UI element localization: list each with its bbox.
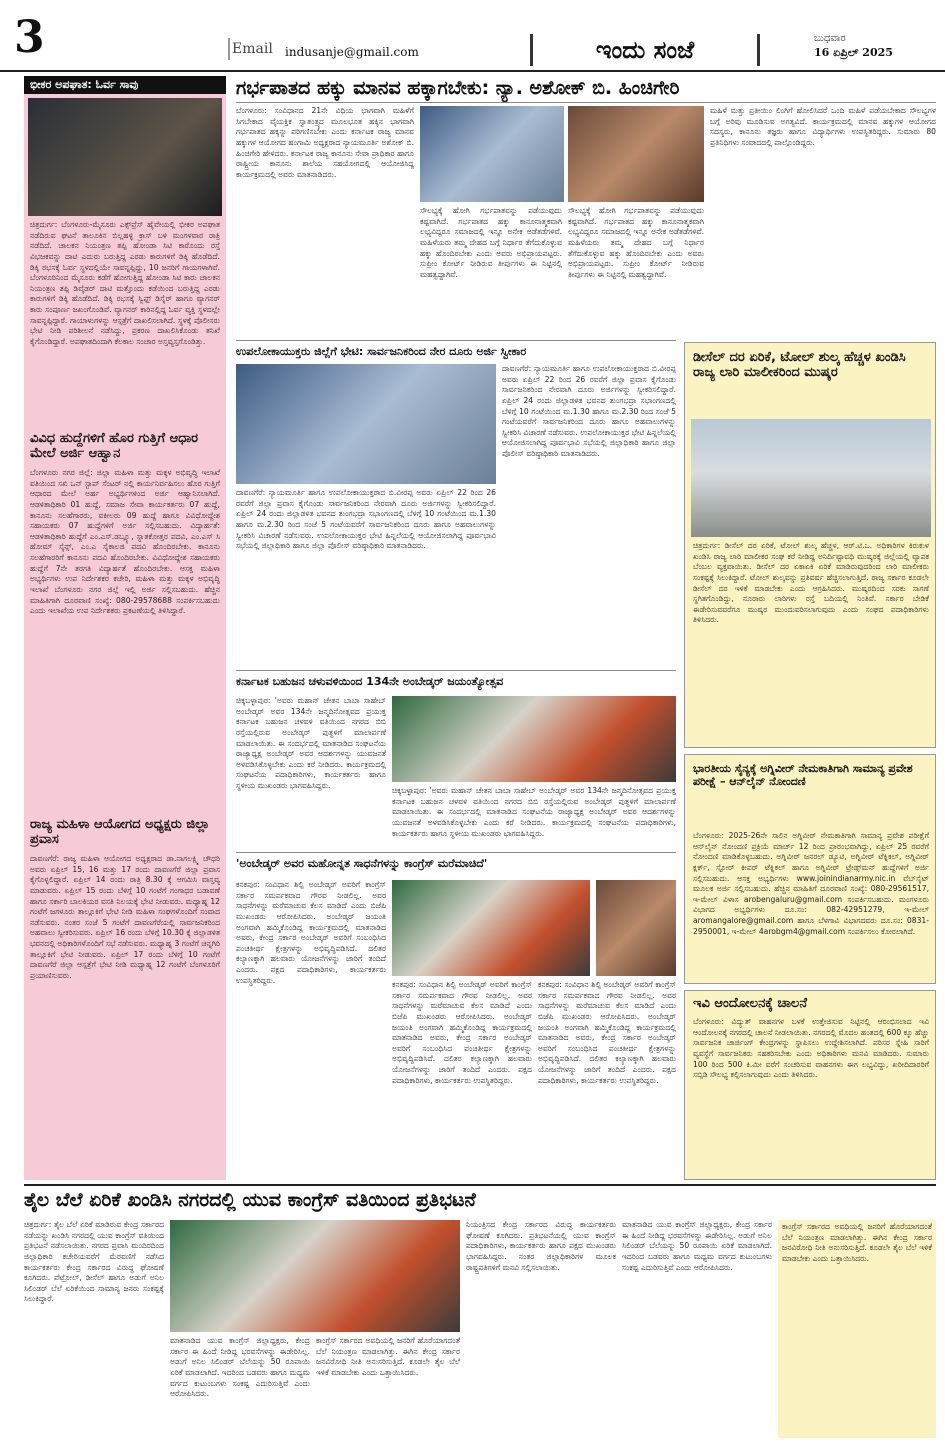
protest-body-1: ಚಿತ್ರದುರ್ಗ: ತೈಲ ಬೆಲೆ ಏರಿಕೆ ಮಾಡಿರುವ ಕೇಂದ್ರ ಸರ್ಕಾರದ ನಡೆಯನ್ನು ಖಂಡಿಸಿ ನಗರದಲ್ಲಿ ಯುವ ಕಾಂಗ್ರೆಸ್ ವತಿಯಿಂದ ಪ್ರತಿಭಟನೆ ನಡೆಸಲಾಯಿತು. ನಗರದ ಪ್ರವಾಸಿ ಮಂದಿರದಿಂದ ಜಿಲ್ಲಾಧಿಕಾರಿ ಕಚೇರಿಯವರೆಗೆ ಮೆರವಣಿಗೆ ನಡೆಸಿದ ಕಾರ್ಯಕರ್ತರು ಕೇಂದ್ರ ಸರ್ಕಾರದ ವಿರುದ್ಧ ಘೋಷಣೆ ಕೂಗಿದರು. ಪೆಟ್ರೋಲ್, ಡೀಸೆಲ್ ಹಾಗೂ ಅಡುಗೆ ಅನಿಲ ಸಿಲಿಂಡರ್ ಬೆಲೆ ಏರಿಕೆಯಿಂದ ಸಾಮಾನ್ಯ ಜನರು ಸಂಕಷ್ಟಕ್ಕೆ ಸಿಲುಕಿದ್ದಾರೆ. (24, 1220, 164, 1304)
jobs-body: ಬೆಂಗಳೂರು ನಗರ ಜಿಲ್ಲೆ: ಜಿಲ್ಲಾ ಮಹಿಳಾ ಮತ್ತು ಮಕ್ಕಳ ಅಭಿವೃದ್ಧಿ ಇಲಾಖೆ ವತಿಯಿಂದ ಸಖಿ ಒನ್ ಸ್ಟಾಪ್ ಸೆಂಟರ್ ನಲ್ಲಿ ಕಾರ್ಯನಿರ್ವಹಿಸಲು ಹೊರ ಗುತ್ತಿಗೆ ಆಧಾರದ ಮೇಲೆ ಅರ್ಹ ಅಭ್ಯರ್ಥಿಗಳಿಂದ ಅರ್ಜಿ ಆಹ್ವಾನಿಸಲಾಗಿದೆ. ಆಡಳಿತಾಧಿಕಾರಿ 01 ಹುದ್ದೆ, ಸಮಾಜ ಸೇವಾ ಕಾರ್ಯಕರ್ತರು 07 ಹುದ್ದೆ, ಕಾನೂನು ಸಲಹೆಗಾರರು, ವಕೀಲರು 09 ಹುದ್ದೆ ಹಾಗೂ ವಿವಿಧೋದ್ದೇಶ ಸಹಾಯಕರು 07 ಹುದ್ದೆಗಳಿಗೆ ಅರ್ಜಿ ಸಲ್ಲಿಸಬಹುದು. ವಿದ್ಯಾರ್ಹತೆ: ಆಡಳಿತಾಧಿಕಾರಿ ಹುದ್ದೆಗೆ ಎಂ.ಎಸ್.ಡಬ್ಲ್ಯೂ, ಸ್ನಾತಕೋತ್ತರ ಪದವಿ, ಎಂ.ಎಸ್ ಸಿ ಹೋಮ್ ಸೈನ್ಸ್, ಎಂ.ಎ ಸೈಕಾಲಜಿ ಪದವಿ ಹೊಂದಿರಬೇಕು. ಕಾನೂನು ಸಲಹೆಗಾರರಿಗೆ ಕಾನೂನು ಪದವಿ ಹೊಂದಿರಬೇಕು. ವಿವಿಧೋದ್ದೇಶ ಸಹಾಯಕರು ಹುದ್ದೆಗೆ 7ನೇ ತರಗತಿ ವಿದ್ಯಾರ್ಹತೆ ಹೊಂದಿರಬೇಕು. ಆಸಕ್ತ ಮಹಿಳಾ ಅಭ್ಯರ್ಥಿಗಳು ಉಪ ನಿರ್ದೇಶಕರ ಕಚೇರಿ, ಮಹಿಳಾ ಮತ್ತು ಮಕ್ಕಳ ಅಭಿವೃದ್ಧಿ ಇಲಾಖೆ ಬೆಂಗಳೂರು ನಗರ ಜಿಲ್ಲೆ ಇಲ್ಲಿ ಅರ್ಜಿ ಸಲ್ಲಿಸಬಹುದು. ಹೆಚ್ಚಿನ ಮಾಹಿತಿಗಾಗಿ ದೂರವಾಣಿ ಸಂಖ್ಯೆ: 080-29578688 ಸಂಪರ್ಕಿಸಬಹುದು ಎಂದು ಇಲಾಖೆಯ ಉಪ ನಿರ್ದೇಶಕರು ಪ್ರಕಟಣೆಯಲ್ಲಿ ತಿಳಿಸಿದ್ದಾರೆ. (30, 468, 220, 616)
lead-headline: ಗರ್ಭಪಾತದ ಹಕ್ಕು ಮಾನವ ಹಕ್ಕಾಗಬೇಕು: ನ್ಯಾ. ಅಶೋಕ್ ಬಿ. ಹಿಂಚಿಗೇರಿ (236, 77, 680, 99)
lead-rule (236, 102, 936, 103)
diesel-box (684, 342, 936, 748)
accident-photo (28, 98, 222, 216)
accident-body: ಚಿತ್ರದುರ್ಗ: ಬೆಂಗಳೂರು-ಮೈಸೂರು ಎಕ್ಸ್‌ಪ್ರೆಸ್ ಹೈವೇಯಲ್ಲಿ ಭೀಕರ ಅಪಘಾತ ನಡೆದಿರುವ ಘಟನೆ ತಾಲೂಕಿನ ಬಿಲ್ಲಹಳ್ಳಿ ಕ್ರಾಸ್ ಬಳಿ ಮಂಗಳವಾರ ರಾತ್ರಿ ನಡೆದಿದೆ. ಚಾಲಕನ ನಿಯಂತ್ರಣ ತಪ್ಪಿ ಹೋಂಡಾ ಸಿಟಿ ಕಾರೊಂದು ರಸ್ತೆ ವಿಭಜಕವನ್ನು ದಾಟಿ ಎದುರು ಬರುತ್ತಿದ್ದ ಎರಡು ಕಾರುಗಳಿಗೆ ಡಿಕ್ಕಿ ಹೊಡೆದಿದೆ. ಡಿಕ್ಕಿ ರಭಸಕ್ಕೆ ಓರ್ವ ಸ್ಥಳದಲ್ಲಿಯೇ ಸಾವನ್ನಪ್ಪಿದ್ದು, 10 ಜನರಿಗೆ ಗಾಯಗಳಾಗಿವೆ. ಬೆಂಗಳೂರಿನಿಂದ ಮೈಸೂರು ಕಡೆಗೆ ಹೋಗುತ್ತಿದ್ದ ಹೋಂಡಾ ಸಿಟಿ ಕಾರು ಚಾಲಕನ ನಿಯಂತ್ರಣ ತಪ್ಪಿ ಡಿವೈಡರ್ ದಾಟಿ ಮತ್ತೊಂದು ಕಡೆಯಿಂದ ಬರುತ್ತಿದ್ದ ಎರಡು ಕಾರುಗಳಿಗೆ ಡಿಕ್ಕಿ ಹೊಡೆದಿದೆ. ಡಿಕ್ಕಿ ರಭಸಕ್ಕೆ ಸ್ವಿಫ್ಟ್ ಡಿಸೈರ್ ಹಾಗೂ ವ್ಯಾಗನರ್ ಕಾರು ಸಂಪೂರ್ಣ ಜಖಂಗೊಂಡಿವೆ. ವ್ಯಾಗನರ್ ಕಾರಿನಲ್ಲಿದ್ದ ಓರ್ವ ವ್ಯಕ್ತಿ ಸ್ಥಳದಲ್ಲೇ ಸಾವನ್ನಪ್ಪಿದ್ದಾರೆ. ಗಾಯಾಳುಗಳನ್ನು ಆಸ್ಪತ್ರೆಗೆ ದಾಖಲಿಸಲಾಗಿದೆ. ಸ್ಥಳಕ್ಕೆ ಪೊಲೀಸರು ಭೇಟಿ ನೀಡಿ ಪರಿಶೀಲನೆ ನಡೆಸಿದ್ದು, ಪ್ರಕರಣ ದಾಖಲಿಸಿಕೊಂಡು ತನಿಖೆ ಕೈಗೊಂಡಿದ್ದಾರೆ. ಅಪಘಾತದಿಂದಾಗಿ ಕೆಲಕಾಲ ಸಂಚಾರ ಅಸ್ತವ್ಯಸ್ತಗೊಂಡಿತ್ತು. (30, 220, 220, 346)
protest-body-2: ಮಾತನಾಡಿದ ಯುವ ಕಾಂಗ್ರೆಸ್ ಜಿಲ್ಲಾಧ್ಯಕ್ಷರು, ಕೇಂದ್ರ ಸರ್ಕಾರ ಈ ಹಿಂದೆ ನೀಡಿದ್ದ ಭರವಸೆಗಳನ್ನು ಈಡೇರಿಸಿಲ್ಲ. ಅಡುಗೆ ಅನಿಲ ಸಿಲಿಂಡರ್ ಬೆಲೆಯನ್ನು 50 ರೂಪಾಯಿ ಏರಿಕೆ ಮಾಡಲಾಗಿದೆ. ಇದರಿಂದ ಬಡವರು ಹಾಗೂ ಮಧ್ಯಮ ವರ್ಗದ ಕುಟುಂಬಗಳು ಸಂಕಷ್ಟ ಎದುರಿಸುತ್ತಿವೆ ಎಂದು ಆರೋಪಿಸಿದರು. (170, 1336, 310, 1399)
ambedkar-rule (236, 670, 676, 671)
congress-photo-group (392, 880, 590, 976)
lead-body-1: ಬೆಂಗಳೂರು: ಸಂವಿಧಾನದ 21ನೇ ವಿಧಿಯ ಭಾಗವಾಗಿ ಮಹಿಳೆಗೆ ಸಿಗಬೇಕಾದ ವೈಯಕ್ತಿಕ ಸ್ವಾತಂತ್ರ್ಯದ ಮೂಲಭೂತ ಹಕ್ಕಿನ ಭಾಗವಾಗಿ ಗರ್ಭಪಾತದ ಹಕ್ಕನ್ನು ಪರಿಗಣಿಸಬೇಕು ಎಂದು ಕರ್ನಾಟಕ ರಾಜ್ಯ ಮಾನವ ಹಕ್ಕುಗಳ ಆಯೋಗದ ಹಂಗಾಮಿ ಅಧ್ಯಕ್ಷರಾದ ನ್ಯಾಯಮೂರ್ತಿ ಅಶೋಕ್ ಬಿ. ಹಿಂಚಿಗೇರಿ ಹೇಳಿದರು. ಕರ್ನಾಟಕ ರಾಜ್ಯ ಕಾನೂನು ಸೇವಾ ಪ್ರಾಧಿಕಾರ ಹಾಗೂ ರಾಷ್ಟ್ರೀಯ ಕಾನೂನು ಶಾಲೆಯ ಸಹಯೋಗದಲ್ಲಿ ಆಯೋಜಿಸಿದ್ದ ಕಾರ್ಯಕ್ರಮದಲ್ಲಿ ಅವರು ಮಾತನಾಡಿದರು. (236, 106, 414, 179)
protest-rule (24, 1184, 936, 1186)
email-label: Email (232, 41, 273, 57)
page-number: 3 (14, 12, 45, 63)
accident-headline: ಭೀಕರ ಅಪಘಾತ: ಓರ್ವ ಸಾವು (30, 78, 139, 91)
email-address[interactable]: indusanje@gmail.com (285, 45, 419, 59)
congress-headline: 'ಅಂಬೇಡ್ಕರ್ ಅವರ ಮಹೋನ್ನತ ಸಾಧನೆಗಳನ್ನು ಕಾಂಗ್ರೆಸ್ ಮರೆಮಾಚಿದೆ' (236, 857, 488, 870)
agniveer-box (684, 754, 936, 984)
women-commission-headline: ರಾಜ್ಯ ಮಹಿಳಾ ಆಯೋಗದ ಅಧ್ಯಕ್ಷರು ಜಿಲ್ಲಾ ಪ್ರವಾಸ (30, 817, 210, 847)
protest-photo (170, 1220, 460, 1332)
lokayukta-body: ದಾವಣಗೆರೆ: ನ್ಯಾಯಮೂರ್ತಿ ಹಾಗೂ ಉಪಲೋಕಾಯುಕ್ತರಾದ ಬಿ.ವೀರಪ್ಪ ಅವರು ಏಪ್ರಿಲ್ 22 ರಿಂದ 26 ರವರೆಗೆ ಜಿಲ್ಲಾ ಪ್ರವಾಸ ಕೈಗೊಂಡು ಸಾರ್ವಜನಿಕರಿಂದ ನೇರವಾಗಿ ದೂರು ಅರ್ಜಿಗಳನ್ನು ಸ್ವೀಕರಿಸಲಿದ್ದಾರೆ. ಏಪ್ರಿಲ್ 24 ರಂದು ಜಿಲ್ಲಾಡಳಿತ ಭವನದ ತುಂಗಭದ್ರಾ ಸಭಾಂಗಣದಲ್ಲಿ ಬೆಳಿಗ್ಗೆ 10 ಗಂಟೆಯಿಂದ ಮ.1.30 ಹಾಗೂ ಮ.2.30 ರಿಂದ ಸಂಜೆ 5 ಗಂಟೆಯವರೆಗೆ ಸಾರ್ವಜನಿಕರಿಂದ ದೂರು ಹಾಗೂ ಅಹವಾಲುಗಳನ್ನು ಸ್ವೀಕರಿಸಿ ವಿಚಾರಣೆ ನಡೆಸುವರು. ಉಪಲೋಕಾಯುಕ್ತರ ಭೇಟಿ ಹಿನ್ನಲೆಯಲ್ಲಿ ಆಯೋಜಿಸಲಾಗಿದ್ದ ಪೂರ್ವಭಾವಿ ಸಭೆಯಲ್ಲಿ ಜಿಲ್ಲಾಧಿಕಾರಿ ಹಾಗೂ ಜಿಲ್ಲಾ ಪೊಲೀಸ್ ವರಿಷ್ಠಾಧಿಕಾರಿ ಮಾತನಾಡಿದರು. (236, 488, 496, 551)
ev-box (684, 990, 936, 1180)
protest-body-6: ಕಾಂಗ್ರೆಸ್ ಸರ್ಕಾರದ ಅವಧಿಯಲ್ಲಿ ಜನರಿಗೆ ಹೊರೆಯಾಗದಂತೆ ಬೆಲೆ ನಿಯಂತ್ರಣ ಮಾಡಲಾಗಿತ್ತು. ಈಗಿನ ಕೇಂದ್ರ ಸರ್ಕಾರ ಜನವಿರೋಧಿ ನೀತಿ ಅನುಸರಿಸುತ್ತಿದೆ. ಕೂಡಲೇ ತೈಲ ಬೆಲೆ ಇಳಿಕೆ ಮಾಡಬೇಕು ಎಂದು ಒತ್ತಾಯಿಸಿದರು. (782, 1222, 932, 1263)
agniveer-body: ಬೆಂಗಳೂರು: 2025-26ನೇ ಸಾಲಿನ ಅಗ್ನಿವೀರ್ ನೇಮಕಾತಿಗಾಗಿ ಸಾಮಾನ್ಯ ಪ್ರವೇಶ ಪರೀಕ್ಷೆಗೆ ಆನ್‌ಲೈನ್ ನೋಂದಣಿ ಪ್ರಕ್ರಿಯೆ ಮಾರ್ಚ್ 12 ರಿಂದ ಪ್ರಾರಂಭವಾಗಿದ್ದು, ಏಪ್ರಿಲ್ 25 ರವರೆಗೆ ನೋಂದಣಿ ಮಾಡಿಕೊಳ್ಳಬಹುದು. ಅಗ್ನಿವೀರ್ ಜನರಲ್ ಡ್ಯೂಟಿ, ಅಗ್ನಿವೀರ್ ಟೆಕ್ನಿಕಲ್, ಅಗ್ನಿವೀರ್ ಕ್ಲರ್ಕ್, ಸ್ಟೋರ್ ಕೀಪರ್ ಟೆಕ್ನಿಕಲ್ ಹಾಗೂ ಅಗ್ನಿವೀರ್ ಟ್ರೇಡ್ಸ್‌ಮನ್ ಹುದ್ದೆಗಳಿಗೆ ಅರ್ಜಿ ಸಲ್ಲಿಸಬಹುದು. ಆಸಕ್ತ ಅಭ್ಯರ್ಥಿಗಳು www.joinindianarmy.nic.in ವೆಬ್‌ಸೈಟ್ ಮೂಲಕ ಅರ್ಜಿ ಸಲ್ಲಿಸಬಹುದು. ಹೆಚ್ಚಿನ ಮಾಹಿತಿಗೆ ದೂರವಾಣಿ ಸಂಖ್ಯೆ: 080-29561517, ಇ-ಮೇಲ್ ವಿಳಾಸ arobengaluru@gmail.com ಸಂಪರ್ಕಿಸಬಹುದು. ಮಂಗಳೂರು ವಿಭಾಗದ ಅಭ್ಯರ್ಥಿಗಳು ದೂ.ಸಂ: 082-42951279, ಇ-ಮೇಲ್ aromangalore@gmail.com ಹಾಗೂ ಬೆಳಗಾವಿ ವಿಭಾಗದವರು ದೂ.ಸಂ: 0831-2950001, ಇ-ಮೇಲ್ 4arobgm4@gmail.com ಸಂಪರ್ಕಿಸಲು ಕೋರಲಾಗಿದೆ. (693, 831, 929, 936)
congress-body-3: ಕನಕಪುರ: ಸಂವಿಧಾನ ಶಿಲ್ಪಿ ಅಂಬೇಡ್ಕರ್ ಅವರಿಗೆ ಕಾಂಗ್ರೆಸ್ ಸರ್ಕಾರ ಸಮರ್ಪಕವಾದ ಗೌರವ ನೀಡಲಿಲ್ಲ. ಅವರ ಸಾಧನೆಗಳನ್ನು ಮರೆಮಾಚುವ ಕೆಲಸ ಮಾಡಿದೆ ಎಂದು ಬಿಜೆಪಿ ಮುಖಂಡರು ಆರೋಪಿಸಿದರು. ಅಂಬೇಡ್ಕರ್ ಜಯಂತಿ ಅಂಗವಾಗಿ ಹಮ್ಮಿಕೊಂಡಿದ್ದ ಕಾರ್ಯಕ್ರಮದಲ್ಲಿ ಮಾತನಾಡಿದ ಅವರು, ಕೇಂದ್ರ ಸರ್ಕಾರ ಅಂಬೇಡ್ಕರ್ ಅವರಿಗೆ ಸಂಬಂಧಿಸಿದ ಪಂಚತೀರ್ಥ ಕ್ಷೇತ್ರಗಳನ್ನು ಅಭಿವೃದ್ಧಿಪಡಿಸಿದೆ. ದಲಿತರ ಕಲ್ಯಾಣಕ್ಕಾಗಿ ಹಲವಾರು ಯೋಜನೆಗಳನ್ನು ಜಾರಿಗೆ ತಂದಿದೆ ಎಂದರು. ಪಕ್ಷದ ಪದಾಧಿಕಾರಿಗಳು, ಕಾರ್ಯಕರ್ತರು ಉಪಸ್ಥಿತರಿದ್ದರು. (538, 980, 676, 1085)
lokayukta-headline: ಉಪಲೋಕಾಯುಕ್ತರು ಜಿಲ್ಲೆಗೆ ಭೇಟಿ: ಸಾರ್ವಜನಿಕರಿಂದ ನೇರ ದೂರು ಅರ್ಜಿ ಸ್ವೀಕಾರ (236, 345, 527, 358)
ambedkar-headline: ಕರ್ನಾಟಕ ಬಹುಜನ ಚಳುವಳಿಯಿಂದ 134ನೇ ಅಂಬೇಡ್ಕರ್ ಜಯಂತ್ಯೋತ್ಸವ (236, 675, 504, 688)
ambedkar-photo (392, 696, 676, 782)
congress-rule (236, 852, 676, 853)
diesel-headline: ಡೀಸೆಲ್ ದರ ಏರಿಕೆ, ಟೋಲ್ ಶುಲ್ಕ ಹೆಚ್ಚಳ ಖಂಡಿಸಿ ರಾಜ್ಯ ಲಾರಿ ಮಾಲೀಕರಿಂದ ಮುಷ್ಕರ (693, 350, 906, 380)
lead-photo-speaker (568, 106, 704, 202)
lokayukta-body-side: ದಾವಣಗೆರೆ: ನ್ಯಾಯಮೂರ್ತಿ ಹಾಗೂ ಉಪಲೋಕಾಯುಕ್ತರಾದ ಬಿ.ವೀರಪ್ಪ ಅವರು ಏಪ್ರಿಲ್ 22 ರಿಂದ 26 ರವರೆಗೆ ಜಿಲ್ಲಾ ಪ್ರವಾಸ ಕೈಗೊಂಡು ಸಾರ್ವಜನಿಕರಿಂದ ನೇರವಾಗಿ ದೂರು ಅರ್ಜಿಗಳನ್ನು ಸ್ವೀಕರಿಸಲಿದ್ದಾರೆ. ಏಪ್ರಿಲ್ 24 ರಂದು ಜಿಲ್ಲಾಡಳಿತ ಭವನದ ತುಂಗಭದ್ರಾ ಸಭಾಂಗಣದಲ್ಲಿ ಬೆಳಿಗ್ಗೆ 10 ಗಂಟೆಯಿಂದ ಮ.1.30 ಹಾಗೂ ಮ.2.30 ರಿಂದ ಸಂಜೆ 5 ಗಂಟೆಯವರೆಗೆ ಸಾರ್ವಜನಿಕರಿಂದ ದೂರು ಹಾಗೂ ಅಹವಾಲುಗಳನ್ನು ಸ್ವೀಕರಿಸಿ ವಿಚಾರಣೆ ನಡೆಸುವರು. ಉಪಲೋಕಾಯುಕ್ತರ ಭೇಟಿ ಹಿನ್ನಲೆಯಲ್ಲಿ ಆಯೋಜಿಸಲಾಗಿದ್ದ ಪೂರ್ವಭಾವಿ ಸಭೆಯಲ್ಲಿ ಜಿಲ್ಲಾಧಿಕಾರಿ ಹಾಗೂ ಜಿಲ್ಲಾ ಪೊಲೀಸ್ ವರಿಷ್ಠಾಧಿಕಾರಿ ಮಾತನಾಡಿದರು. (502, 364, 676, 458)
congress-photo-portrait (596, 880, 676, 976)
protest-body-4: ನಿಯಂತ್ರಿಸದ ಕೇಂದ್ರ ಸರ್ಕಾರದ ವಿರುದ್ಧ ಕಾರ್ಯಕರ್ತರು ಘೋಷಣೆ ಕೂಗಿದರು. ಪ್ರತಿಭಟನೆಯಲ್ಲಿ ಯುವ ಕಾಂಗ್ರೆಸ್ ಪದಾಧಿಕಾರಿಗಳು, ಕಾರ್ಯಕರ್ತರು ಹಾಗೂ ಪಕ್ಷದ ಮುಖಂಡರು ಭಾಗವಹಿಸಿದ್ದರು. ನಂತರ ಜಿಲ್ಲಾಧಿಕಾರಿಗಳ ಮೂಲಕ ರಾಷ್ಟ್ರಪತಿಗಳಿಗೆ ಮನವಿ ಸಲ್ಲಿಸಲಾಯಿತು. (466, 1220, 616, 1272)
protest-body-3: ಕಾಂಗ್ರೆಸ್ ಸರ್ಕಾರದ ಅವಧಿಯಲ್ಲಿ ಜನರಿಗೆ ಹೊರೆಯಾಗದಂತೆ ಬೆಲೆ ನಿಯಂತ್ರಣ ಮಾಡಲಾಗಿತ್ತು. ಈಗಿನ ಕೇಂದ್ರ ಸರ್ಕಾರ ಜನವಿರೋಧಿ ನೀತಿ ಅನುಸರಿಸುತ್ತಿದೆ. ಕೂಡಲೇ ತೈಲ ಬೆಲೆ ಇಳಿಕೆ ಮಾಡಬೇಕು ಎಂದು ಒತ್ತಾಯಿಸಿದರು. (316, 1336, 460, 1377)
ev-body: ಬೆಂಗಳೂರು: ವಿದ್ಯುತ್ ವಾಹನಗಳ ಬಳಕೆ ಉತ್ತೇಜಿಸುವ ನಿಟ್ಟಿನಲ್ಲಿ ಆರಂಭಿಸಲಾದ ಇವಿ ಆಂದೋಲನಕ್ಕೆ ನಗರದಲ್ಲಿ ಚಾಲನೆ ನೀಡಲಾಯಿತು. ನಗರದಲ್ಲಿ ಮೊದಲ ಹಂತದಲ್ಲಿ 600 ಕ್ಕೂ ಹೆಚ್ಚು ಸಾರ್ವಜನಿಕ ಚಾರ್ಜಿಂಗ್ ಕೇಂದ್ರಗಳನ್ನು ಸ್ಥಾಪಿಸಲು ಉದ್ದೇಶಿಸಲಾಗಿದೆ. ಪರಿಸರ ಸ್ನೇಹಿ ಸಾರಿಗೆ ವ್ಯವಸ್ಥೆಗೆ ಸಾರ್ವಜನಿಕರು ಸಹಕರಿಸಬೇಕು ಎಂದು ಅಧಿಕಾರಿಗಳು ಮನವಿ ಮಾಡಿದರು. ಸುಮಾರು 100 ರಿಂದ 500 ಕಿ.ಮೀ ವರೆಗೆ ಸಂಚರಿಸುವ ವಾಹನಗಳು ಈಗ ಲಭ್ಯವಿದ್ದು, ಖರೀದಿದಾರರಿಗೆ ಸಬ್ಸಿಡಿ ಸೌಲಭ್ಯ ಕಲ್ಪಿಸಲಾಗುವುದು ಎಂದು ತಿಳಿಸಿದರು. (693, 1017, 929, 1080)
lokayukta-rule (236, 340, 676, 341)
congress-body: ಕನಕಪುರ: ಸಂವಿಧಾನ ಶಿಲ್ಪಿ ಅಂಬೇಡ್ಕರ್ ಅವರಿಗೆ ಕಾಂಗ್ರೆಸ್ ಸರ್ಕಾರ ಸಮರ್ಪಕವಾದ ಗೌರವ ನೀಡಲಿಲ್ಲ. ಅವರ ಸಾಧನೆಗಳನ್ನು ಮರೆಮಾಚುವ ಕೆಲಸ ಮಾಡಿದೆ ಎಂದು ಬಿಜೆಪಿ ಮುಖಂಡರು ಆರೋಪಿಸಿದರು. ಅಂಬೇಡ್ಕರ್ ಜಯಂತಿ ಅಂಗವಾಗಿ ಹಮ್ಮಿಕೊಂಡಿದ್ದ ಕಾರ್ಯಕ್ರಮದಲ್ಲಿ ಮಾತನಾಡಿದ ಅವರು, ಕೇಂದ್ರ ಸರ್ಕಾರ ಅಂಬೇಡ್ಕರ್ ಅವರಿಗೆ ಸಂಬಂಧಿಸಿದ ಪಂಚತೀರ್ಥ ಕ್ಷೇತ್ರಗಳನ್ನು ಅಭಿವೃದ್ಧಿಪಡಿಸಿದೆ. ದಲಿತರ ಕಲ್ಯಾಣಕ್ಕಾಗಿ ಹಲವಾರು ಯೋಜನೆಗಳನ್ನು ಜಾರಿಗೆ ತಂದಿದೆ ಎಂದರು. ಪಕ್ಷದ ಪದಾಧಿಕಾರಿಗಳು, ಕಾರ್ಯಕರ್ತರು ಉಪಸ್ಥಿತರಿದ್ದರು. (236, 880, 386, 985)
paper-logo: ಇಂದು ಸಂಜೆ (530, 34, 760, 66)
protest-yellow-panel (778, 1220, 936, 1438)
protest-headline: ತೈಲ ಬೆಲೆ ಏರಿಕೆ ಖಂಡಿಸಿ ನಗರದಲ್ಲಿ ಯುವ ಕಾಂಗ್ರೆಸ್ ವತಿಯಿಂದ ಪ್ರತಿಭಟನೆ (24, 1189, 476, 1211)
ambedkar-body-2: ಚಿಕ್ಕಬಳ್ಳಾಪುರ: 'ಅವರು ಮಹಾನ್ ಚೇತನ ಬಾಬಾ ಸಾಹೇಬ್ ಅಂಬೇಡ್ಕರ್ ಅವರ 134ನೇ ಜನ್ಮದಿನೋತ್ಸವದ ಪ್ರಯುಕ್ತ ಕರ್ನಾಟಕ ಬಹುಜನ ಚಳವಳಿ ವತಿಯಿಂದ ನಗರದ ಬಿಬಿ ರಸ್ತೆಯಲ್ಲಿರುವ ಅಂಬೇಡ್ಕರ್ ಪುತ್ಥಳಿಗೆ ಮಾಲಾರ್ಪಣೆ ಮಾಡಲಾಯಿತು. ಈ ಸಂದರ್ಭದಲ್ಲಿ ಮಾತನಾಡಿದ ಸಂಘಟನೆಯ ರಾಜ್ಯಾಧ್ಯಕ್ಷ ಅಂಬೇಡ್ಕರ್ ಅವರ ಆದರ್ಶಗಳನ್ನು ಯುವಜನತೆ ಅಳವಡಿಸಿಕೊಳ್ಳಬೇಕು ಎಂದು ಕರೆ ನೀಡಿದರು. ಕಾರ್ಯಕ್ರಮದಲ್ಲಿ ಸಂಘಟನೆಯ ಪದಾಧಿಕಾರಿಗಳು, ಕಾರ್ಯಕರ್ತರು ಹಾಗೂ ಸ್ಥಳೀಯ ಮುಖಂಡರು ಭಾಗವಹಿಸಿದ್ದರು. (392, 786, 676, 838)
diesel-body: ಚಿತ್ರದುರ್ಗ: ಡೀಸೆಲ್ ದರ ಏರಿಕೆ, ಟೋಲ್ ಶುಲ್ಕ ಹೆಚ್ಚಳ, ಆರ್.ಟಿ.ಒ. ಅಧಿಕಾರಿಗಳ ಕಿರುಕುಳ ಖಂಡಿಸಿ ರಾಜ್ಯ ಲಾರಿ ಮಾಲೀಕರ ಸಂಘ ಕರೆ ನೀಡಿದ್ದ ಅನಿರ್ದಿಷ್ಟಾವಧಿ ಮುಷ್ಕರಕ್ಕೆ ಜಿಲ್ಲೆಯಲ್ಲಿ ವ್ಯಾಪಕ ಬೆಂಬಲ ವ್ಯಕ್ತವಾಯಿತು. ಡೀಸೆಲ್ ದರ ಏಕಾಏಕಿ ಏರಿಕೆ ಮಾಡಿರುವುದರಿಂದ ಲಾರಿ ಮಾಲೀಕರು ಸಂಕಷ್ಟಕ್ಕೆ ಸಿಲುಕಿದ್ದಾರೆ. ಟೋಲ್ ಶುಲ್ಕವನ್ನು ಪ್ರತಿವರ್ಷ ಹೆಚ್ಚಿಸಲಾಗುತ್ತಿದೆ. ರಾಜ್ಯ ಸರ್ಕಾರ ಕೂಡಲೇ ಡೀಸೆಲ್ ದರ ಇಳಿಕೆ ಮಾಡಬೇಕು ಎಂದು ಆಗ್ರಹಿಸಿದರು. ಮುಷ್ಕರದಿಂದ ಸರಕು ಸಾಗಣೆ ಸ್ಥಗಿತಗೊಂಡಿದ್ದು, ನೂರಾರು ಲಾರಿಗಳು ರಸ್ತೆ ಬದಿಯಲ್ಲಿ ನಿಂತಿವೆ. ಸರ್ಕಾರ ಬೇಡಿಕೆ ಈಡೇರಿಸುವವರೆಗೂ ಮುಷ್ಕರ ಮುಂದುವರಿಸಲಾಗುವುದು ಎಂದು ಸಂಘದ ಪದಾಧಿಕಾರಿಗಳು ತಿಳಿಸಿದರು. (693, 541, 929, 625)
issue-day: ಬುಧವಾರ (814, 33, 846, 44)
lead-photo-lamp (420, 106, 564, 202)
women-commission-body: ದಾವಣಗೆರೆ: ರಾಜ್ಯ ಮಹಿಳಾ ಆಯೋಗದ ಅಧ್ಯಕ್ಷರಾದ ಡಾ.ನಾಗಲಕ್ಷ್ಮಿ ಚೌಧರಿ ಅವರು ಏಪ್ರಿಲ್ 15, 16 ಮತ್ತು 17 ರಂದು ದಾವಣಗೆರೆ ಜಿಲ್ಲಾ ಪ್ರವಾಸ ಕೈಗೊಳ್ಳಲಿದ್ದಾರೆ. ಏಪ್ರಿಲ್ 14 ರಂದು ರಾತ್ರಿ 8.30 ಕ್ಕೆ ಆಗಮಿಸಿ ವಾಸ್ತವ್ಯ ಮಾಡುವರು. ಏಪ್ರಿಲ್ 15 ರಂದು ಬೆಳಿಗ್ಗೆ 10 ಗಂಟೆಗೆ ಗಂಗಾಧರ ಬಡಾವಣೆ ಹಾಗೂ ಸರ್ಕಾರಿ ಬಾಲಕಿಯರ ವಸತಿ ನಿಲಯಕ್ಕೆ ಭೇಟಿ ನೀಡುವರು. ಮಧ್ಯಾಹ್ನ 12 ಗಂಟೆಗೆ ಜಗಳೂರು ತಾಲ್ಲೂಕಿಗೆ ಭೇಟಿ ನೀಡಿ ಮಹಿಳಾ ಸಂಘಗಳೊಂದಿಗೆ ಸಂವಾದ ನಡೆಸುವರು. ನಂತರ ಸಂಜೆ 5 ಗಂಟೆಗೆ ದಾವಣಗೆರೆಯಲ್ಲಿ ಸಾರ್ವಜನಿಕರಿಂದ ಅಹವಾಲು ಸ್ವೀಕರಿಸುವರು. ಏಪ್ರಿಲ್ 16 ರಂದು ಬೆಳಿಗ್ಗೆ 10.30 ಕ್ಕೆ ಜಿಲ್ಲಾಡಳಿತ ಭವನದಲ್ಲಿ ಅಧಿಕಾರಿಗಳೊಂದಿಗೆ ಸಭೆ ನಡೆಸುವರು. ಮಧ್ಯಾಹ್ನ 3 ಗಂಟೆಗೆ ಚನ್ನಗಿರಿ ತಾಲ್ಲೂಕಿಗೆ ಭೇಟಿ ನೀಡುವರು. ಏಪ್ರಿಲ್ 17 ರಂದು ಬೆಳಿಗ್ಗೆ 10 ಗಂಟೆಗೆ ದಾವಣಗೆರೆ ಜಿಲ್ಲಾ ಆಸ್ಪತ್ರೆಗೆ ಭೇಟಿ ನೀಡಿ ಮಧ್ಯಾಹ್ನ 12 ಗಂಟೆಗೆ ಬೆಂಗಳೂರಿಗೆ ಪ್ರಯಾಣಿಸುವರು. (30, 854, 220, 980)
lead-body-2: ಸೌಲಭ್ಯಕ್ಕೆ ಹೋಗಿ ಗರ್ಭಪಾತವನ್ನು ಪಡೆಯುವುದು ಕಷ್ಟವಾಗಿದೆ. ಗರ್ಭಪಾತದ ಹಕ್ಕು ಕಾನೂನಾತ್ಮಕವಾಗಿ ಲಭ್ಯವಿದ್ದರೂ ಸಮಾಜದಲ್ಲಿ ಇನ್ನೂ ಅನೇಕ ಅಡೆತಡೆಗಳಿವೆ. ಮಹಿಳೆಯರು ತಮ್ಮ ದೇಹದ ಬಗ್ಗೆ ನಿರ್ಧಾರ ತೆಗೆದುಕೊಳ್ಳುವ ಹಕ್ಕು ಹೊಂದಿರಬೇಕು ಎಂದು ಅವರು ಅಭಿಪ್ರಾಯಪಟ್ಟರು. ಸುಪ್ರೀಂ ಕೋರ್ಟ್ ನೀಡಿರುವ ತೀರ್ಪುಗಳು ಈ ನಿಟ್ಟಿನಲ್ಲಿ ಮಹತ್ವದ್ದಾಗಿವೆ. (420, 206, 562, 279)
left-column (24, 76, 226, 1180)
masthead (0, 0, 945, 72)
agniveer-headline: ಭಾರತೀಯ ಸೈನ್ಯಕ್ಕೆ ಅಗ್ನಿವೀರ್ ನೇಮಕಾತಿಗಾಗಿ ಸಾಮಾನ್ಯ ಪ್ರವೇಶ ಪರೀಕ್ಷೆ – ಆನ್‌ಲೈನ್ ನೋಂದಣಿ (693, 762, 913, 788)
diesel-photo-trucks (691, 419, 931, 537)
lead-body-2b: ಸೌಲಭ್ಯಕ್ಕೆ ಹೋಗಿ ಗರ್ಭಪಾತವನ್ನು ಪಡೆಯುವುದು ಕಷ್ಟವಾಗಿದೆ. ಗರ್ಭಪಾತದ ಹಕ್ಕು ಕಾನೂನಾತ್ಮಕವಾಗಿ ಲಭ್ಯವಿದ್ದರೂ ಸಮಾಜದಲ್ಲಿ ಇನ್ನೂ ಅನೇಕ ಅಡೆತಡೆಗಳಿವೆ. ಮಹಿಳೆಯರು ತಮ್ಮ ದೇಹದ ಬಗ್ಗೆ ನಿರ್ಧಾರ ತೆಗೆದುಕೊಳ್ಳುವ ಹಕ್ಕು ಹೊಂದಿರಬೇಕು ಎಂದು ಅವರು ಅಭಿಪ್ರಾಯಪಟ್ಟರು. ಸುಪ್ರೀಂ ಕೋರ್ಟ್ ನೀಡಿರುವ ತೀರ್ಪುಗಳು ಈ ನಿಟ್ಟಿನಲ್ಲಿ ಮಹತ್ವದ್ದಾಗಿವೆ. (568, 206, 704, 279)
ev-headline: ಇವಿ ಆಂದೋಲನಕ್ಕೆ ಚಾಲನೆ (693, 996, 808, 1011)
jobs-headline: ವಿವಿಧ ಹುದ್ದೆಗಳಿಗೆ ಹೊರ ಗುತ್ತಿಗೆ ಆಧಾರ ಮೇಲೆ ಅರ್ಜಿ ಆಹ್ವಾನ (30, 431, 199, 461)
lead-body-3: ಮಹಿಳೆ ಮತ್ತು ಪ್ರತೀಯಿಂ ಲಿಂಗಿಗೆ ಹೋಲಿಸಿದರೆ ಒಂದಿ ಮಹಿಳೆ ಪಡೆಯಬೇಕಾದ ಸೌಲಭ್ಯಗಳ ಬಗ್ಗೆ ಅರಿವು ಮೂಡಿಸುವ ಅಗತ್ಯವಿದೆ. ಕಾರ್ಯಕ್ರಮದಲ್ಲಿ ಮಾನವ ಹಕ್ಕುಗಳ ಆಯೋಗದ ಸದಸ್ಯರು, ಕಾನೂನು ತಜ್ಞರು ಹಾಗೂ ವಿದ್ಯಾರ್ಥಿಗಳು ಉಪಸ್ಥಿತರಿದ್ದರು. ಸುಮಾರು 80 ಪ್ರತಿನಿಧಿಗಳು ಸಂವಾದದಲ್ಲಿ ಪಾಲ್ಗೊಂಡಿದ್ದರು. (710, 106, 936, 147)
lokayukta-photo (236, 364, 496, 484)
protest-body-5: ಮಾತನಾಡಿದ ಯುವ ಕಾಂಗ್ರೆಸ್ ಜಿಲ್ಲಾಧ್ಯಕ್ಷರು, ಕೇಂದ್ರ ಸರ್ಕಾರ ಈ ಹಿಂದೆ ನೀಡಿದ್ದ ಭರವಸೆಗಳನ್ನು ಈಡೇರಿಸಿಲ್ಲ. ಅಡುಗೆ ಅನಿಲ ಸಿಲಿಂಡರ್ ಬೆಲೆಯನ್ನು 50 ರೂಪಾಯಿ ಏರಿಕೆ ಮಾಡಲಾಗಿದೆ. ಇದರಿಂದ ಬಡವರು ಹಾಗೂ ಮಧ್ಯಮ ವರ್ಗದ ಕುಟುಂಬಗಳು ಸಂಕಷ್ಟ ಎದುರಿಸುತ್ತಿವೆ ಎಂದು ಆರೋಪಿಸಿದರು. (622, 1220, 772, 1272)
issue-date: 16 ಏಪ್ರಿಲ್ 2025 (814, 46, 893, 59)
congress-body-2: ಕನಕಪುರ: ಸಂವಿಧಾನ ಶಿಲ್ಪಿ ಅಂಬೇಡ್ಕರ್ ಅವರಿಗೆ ಕಾಂಗ್ರೆಸ್ ಸರ್ಕಾರ ಸಮರ್ಪಕವಾದ ಗೌರವ ನೀಡಲಿಲ್ಲ. ಅವರ ಸಾಧನೆಗಳನ್ನು ಮರೆಮಾಚುವ ಕೆಲಸ ಮಾಡಿದೆ ಎಂದು ಬಿಜೆಪಿ ಮುಖಂಡರು ಆರೋಪಿಸಿದರು. ಅಂಬೇಡ್ಕರ್ ಜಯಂತಿ ಅಂಗವಾಗಿ ಹಮ್ಮಿಕೊಂಡಿದ್ದ ಕಾರ್ಯಕ್ರಮದಲ್ಲಿ ಮಾತನಾಡಿದ ಅವರು, ಕೇಂದ್ರ ಸರ್ಕಾರ ಅಂಬೇಡ್ಕರ್ ಅವರಿಗೆ ಸಂಬಂಧಿಸಿದ ಪಂಚತೀರ್ಥ ಕ್ಷೇತ್ರಗಳನ್ನು ಅಭಿವೃದ್ಧಿಪಡಿಸಿದೆ. ದಲಿತರ ಕಲ್ಯಾಣಕ್ಕಾಗಿ ಹಲವಾರು ಯೋಜನೆಗಳನ್ನು ಜಾರಿಗೆ ತಂದಿದೆ ಎಂದರು. ಪಕ್ಷದ ಪದಾಧಿಕಾರಿಗಳು, ಕಾರ್ಯಕರ್ತರು ಉಪಸ್ಥಿತರಿದ್ದರು. (392, 980, 532, 1085)
ambedkar-body: ಚಿಕ್ಕಬಳ್ಳಾಪುರ: 'ಅವರು ಮಹಾನ್ ಚೇತನ ಬಾಬಾ ಸಾಹೇಬ್ ಅಂಬೇಡ್ಕರ್ ಅವರ 134ನೇ ಜನ್ಮದಿನೋತ್ಸವದ ಪ್ರಯುಕ್ತ ಕರ್ನಾಟಕ ಬಹುಜನ ಚಳವಳಿ ವತಿಯಿಂದ ನಗರದ ಬಿಬಿ ರಸ್ತೆಯಲ್ಲಿರುವ ಅಂಬೇಡ್ಕರ್ ಪುತ್ಥಳಿಗೆ ಮಾಲಾರ್ಪಣೆ ಮಾಡಲಾಯಿತು. ಈ ಸಂದರ್ಭದಲ್ಲಿ ಮಾತನಾಡಿದ ಸಂಘಟನೆಯ ರಾಜ್ಯಾಧ್ಯಕ್ಷ ಅಂಬೇಡ್ಕರ್ ಅವರ ಆದರ್ಶಗಳನ್ನು ಯುವಜನತೆ ಅಳವಡಿಸಿಕೊಳ್ಳಬೇಕು ಎಂದು ಕರೆ ನೀಡಿದರು. ಕಾರ್ಯಕ್ರಮದಲ್ಲಿ ಸಂಘಟನೆಯ ಪದಾಧಿಕಾರಿಗಳು, ಕಾರ್ಯಕರ್ತರು ಹಾಗೂ ಸ್ಥಳೀಯ ಮುಖಂಡರು ಭಾಗವಹಿಸಿದ್ದರು. (236, 696, 386, 790)
masthead-divider (228, 38, 230, 60)
